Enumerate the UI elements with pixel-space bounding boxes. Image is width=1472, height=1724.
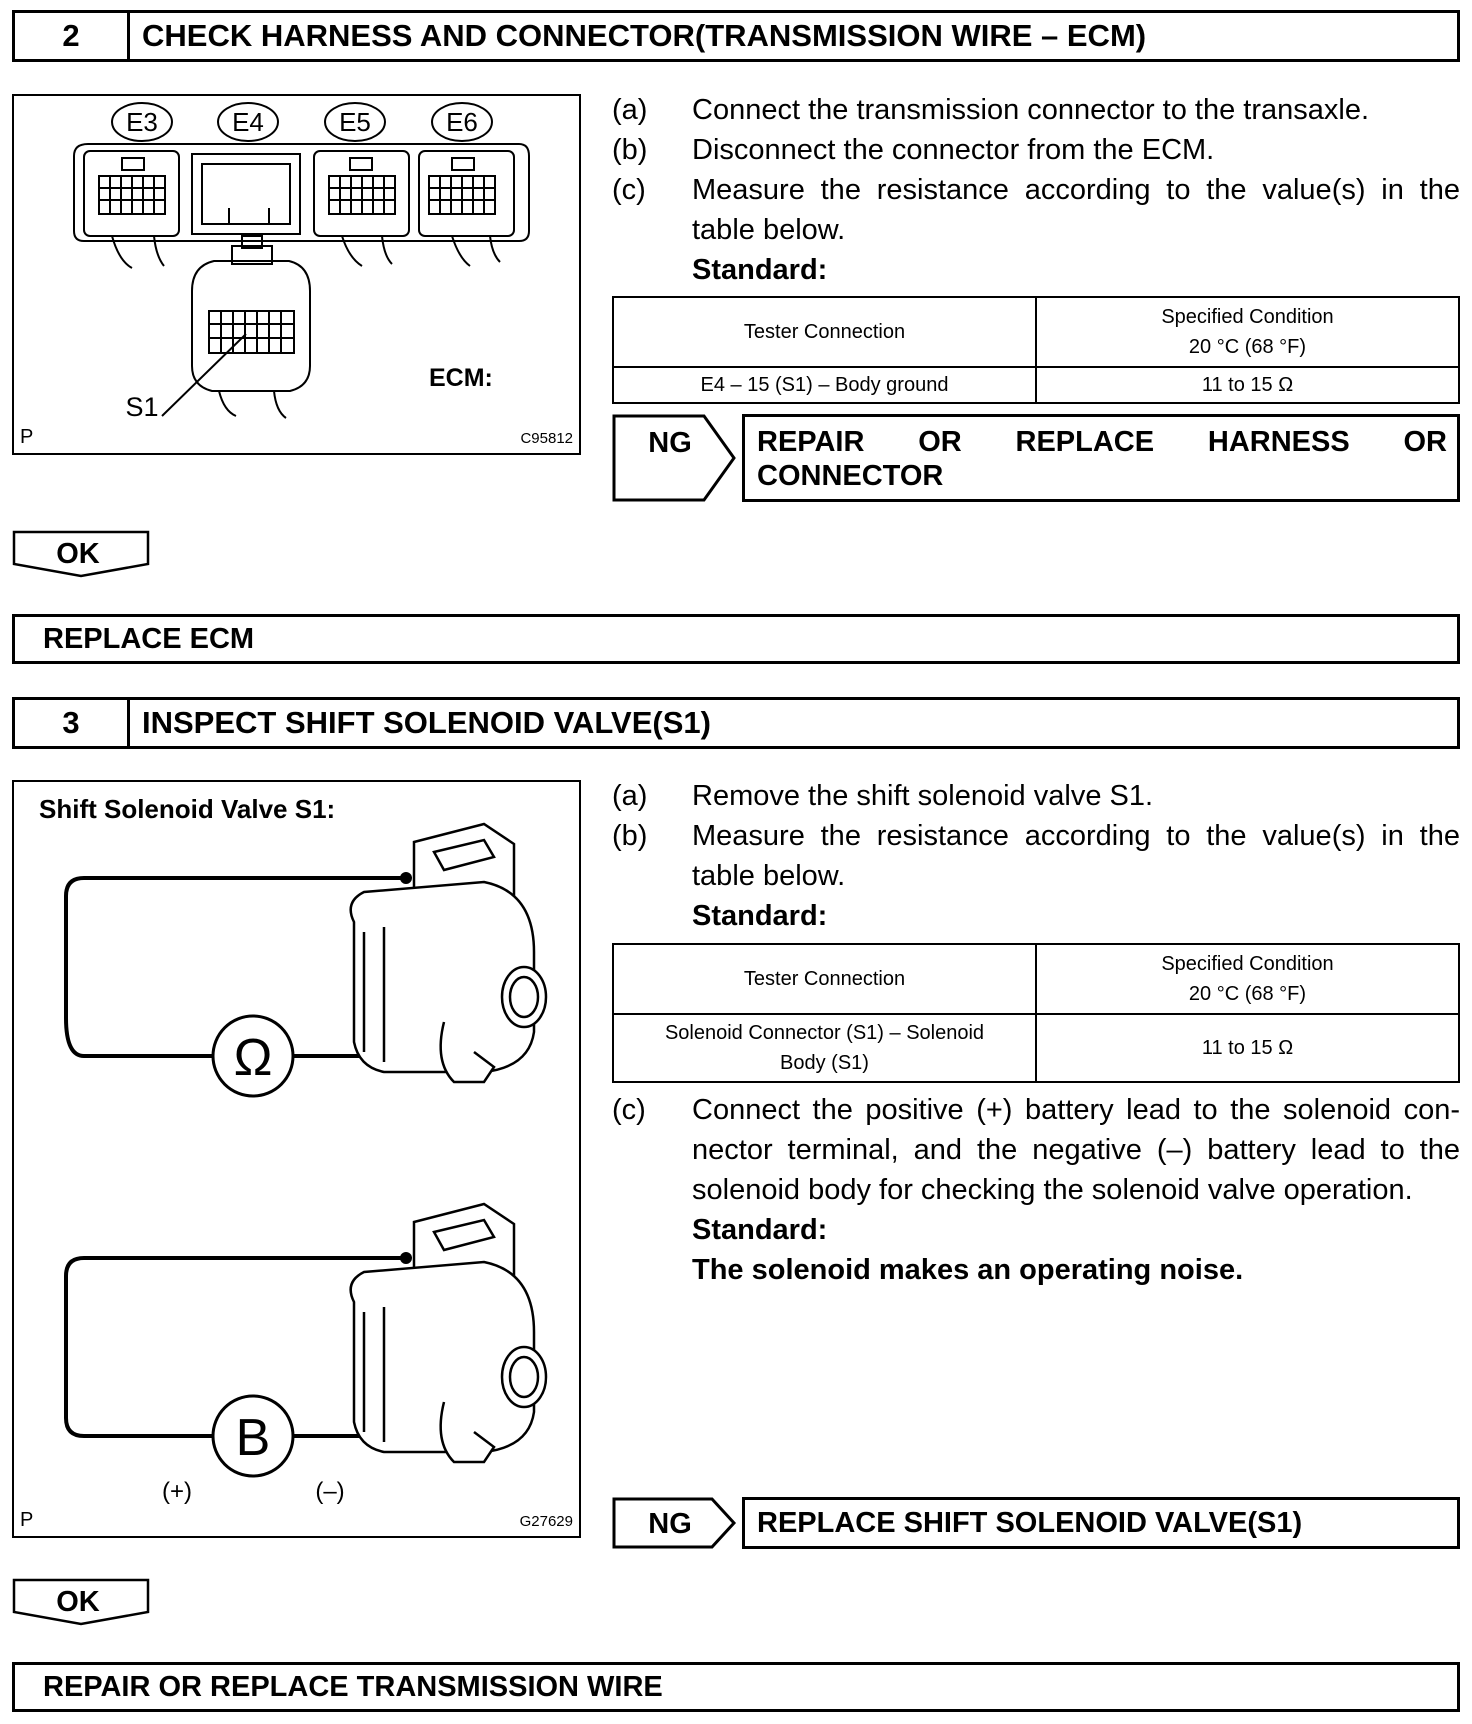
ng-action: REPLACE SHIFT SOLENOID VALVE(S1) xyxy=(757,1506,1303,1539)
positive-label: (+) xyxy=(162,1478,192,1505)
ng-action-box xyxy=(742,1497,1460,1549)
step3-title: INSPECT SHIFT SOLENOID VALVE(S1) xyxy=(142,705,711,740)
step3-instructions-continued xyxy=(612,1090,1460,1290)
instruction-label: (c) xyxy=(612,1094,646,1126)
ecm-label: ECM: xyxy=(429,364,493,392)
header-specified-condition xyxy=(1036,297,1459,367)
instruction-label: (a) xyxy=(612,94,648,126)
connector-label-e4: E4 xyxy=(232,107,264,137)
ng-arrow xyxy=(612,1497,740,1549)
figure-code: G27629 xyxy=(519,1513,573,1530)
instruction-text: Disconnect the connector from the ECM. xyxy=(692,134,1215,166)
step2-title: CHECK HARNESS AND CONNECTOR(TRANSMISSION WIRE – ECM) xyxy=(142,18,1147,53)
ng-action-box xyxy=(742,414,1460,502)
step2-header xyxy=(12,10,1460,62)
step2-instructions xyxy=(612,90,1460,290)
ecm-connector-figure xyxy=(12,94,581,455)
negative-label: (–) xyxy=(315,1478,345,1505)
figure-caption: Shift Solenoid Valve S1: xyxy=(39,794,336,824)
instruction-b xyxy=(612,816,1460,896)
instruction-text: Measure the resistance according to the value(s) in the table below. xyxy=(692,820,1460,892)
ng-label: NG xyxy=(648,1508,692,1540)
solenoid-drawing xyxy=(14,782,579,1536)
step3-number: 3 xyxy=(15,700,130,746)
step3-instructions xyxy=(612,776,1460,936)
battery-symbol: B xyxy=(235,1409,271,1467)
ng-arrow xyxy=(612,414,740,502)
standard-label: Standard: xyxy=(692,1214,828,1246)
instruction-b xyxy=(612,130,1460,170)
result-repair-transmission-wire: REPAIR OR REPLACE TRANSMISSION WIRE xyxy=(12,1662,1460,1712)
instruction-label: (c) xyxy=(612,174,646,206)
ok-label: OK xyxy=(56,1586,100,1618)
header-condition-line2: 20 °C (68 °F) xyxy=(1188,336,1307,358)
connector-label-e5: E5 xyxy=(339,107,371,137)
ok-label: OK xyxy=(56,538,100,570)
instruction-label: (b) xyxy=(612,134,648,166)
instruction-c xyxy=(612,170,1460,250)
ohmmeter-symbol: Ω xyxy=(233,1029,273,1087)
step3-header xyxy=(12,697,1460,749)
figure-corner-p: P xyxy=(20,426,34,448)
instruction-label: (b) xyxy=(612,820,648,852)
ok-arrow xyxy=(12,530,152,580)
header-condition-line2: 20 °C (68 °F) xyxy=(1188,983,1307,1005)
ecm-connector-drawing xyxy=(14,96,579,453)
step2-spec-table xyxy=(612,296,1460,404)
connector-label-e6: E6 xyxy=(446,107,478,137)
cell-condition: 11 to 15 Ω xyxy=(1036,367,1459,403)
instruction-a xyxy=(612,776,1460,816)
solenoid-figure xyxy=(12,780,581,1538)
instruction-label: (a) xyxy=(612,780,648,812)
standard-label: Standard: xyxy=(692,900,828,932)
instruction-a xyxy=(612,90,1460,130)
result-replace-ecm: REPLACE ECM xyxy=(12,614,1460,664)
figure-corner-p: P xyxy=(20,1509,34,1531)
cell-connection: E4 – 15 (S1) – Body ground xyxy=(613,367,1036,403)
standard-label: Standard: xyxy=(692,254,828,286)
header-tester-connection: Tester Connection xyxy=(613,297,1036,367)
instruction-c xyxy=(612,1090,1460,1210)
instruction-text: Remove the shift solenoid valve S1. xyxy=(692,780,1154,812)
header-condition-line1: Specified Condition xyxy=(1161,306,1334,328)
ng-label: NG xyxy=(648,427,692,459)
cell-condition: 11 to 15 Ω xyxy=(1036,1014,1459,1082)
ng-action: REPAIR OR REPLACE HARNESS OR CONNECTOR xyxy=(757,426,1447,492)
standard-text: The solenoid makes an operating noise. xyxy=(692,1254,1244,1286)
step3-spec-table xyxy=(612,943,1460,1083)
instruction-text: Measure the resistance according to the value(s) in the table below. xyxy=(692,174,1460,246)
s1-label: S1 xyxy=(125,392,159,422)
header-condition-line1: Specified Condition xyxy=(1161,953,1334,975)
instruction-text: Connect the transmission connector to the transaxle. xyxy=(692,94,1370,126)
header-tester-connection: Tester Connection xyxy=(613,944,1036,1014)
ok-arrow xyxy=(12,1578,152,1628)
instruction-text: Connect the positive (+) battery lead to the solenoid con-nector terminal, and the negative (–) battery lead to the solenoid body for checking the solenoid valve operation. xyxy=(692,1094,1460,1206)
figure-code: C95812 xyxy=(520,430,573,447)
cell-connection-line1: Solenoid Connector (S1) – Solenoid xyxy=(664,1022,985,1044)
connector-label-e3: E3 xyxy=(126,107,158,137)
header-specified-condition xyxy=(1036,944,1459,1014)
step2-number: 2 xyxy=(15,13,130,59)
cell-connection xyxy=(613,1014,1036,1082)
cell-connection-line2: Body (S1) xyxy=(780,1052,869,1074)
